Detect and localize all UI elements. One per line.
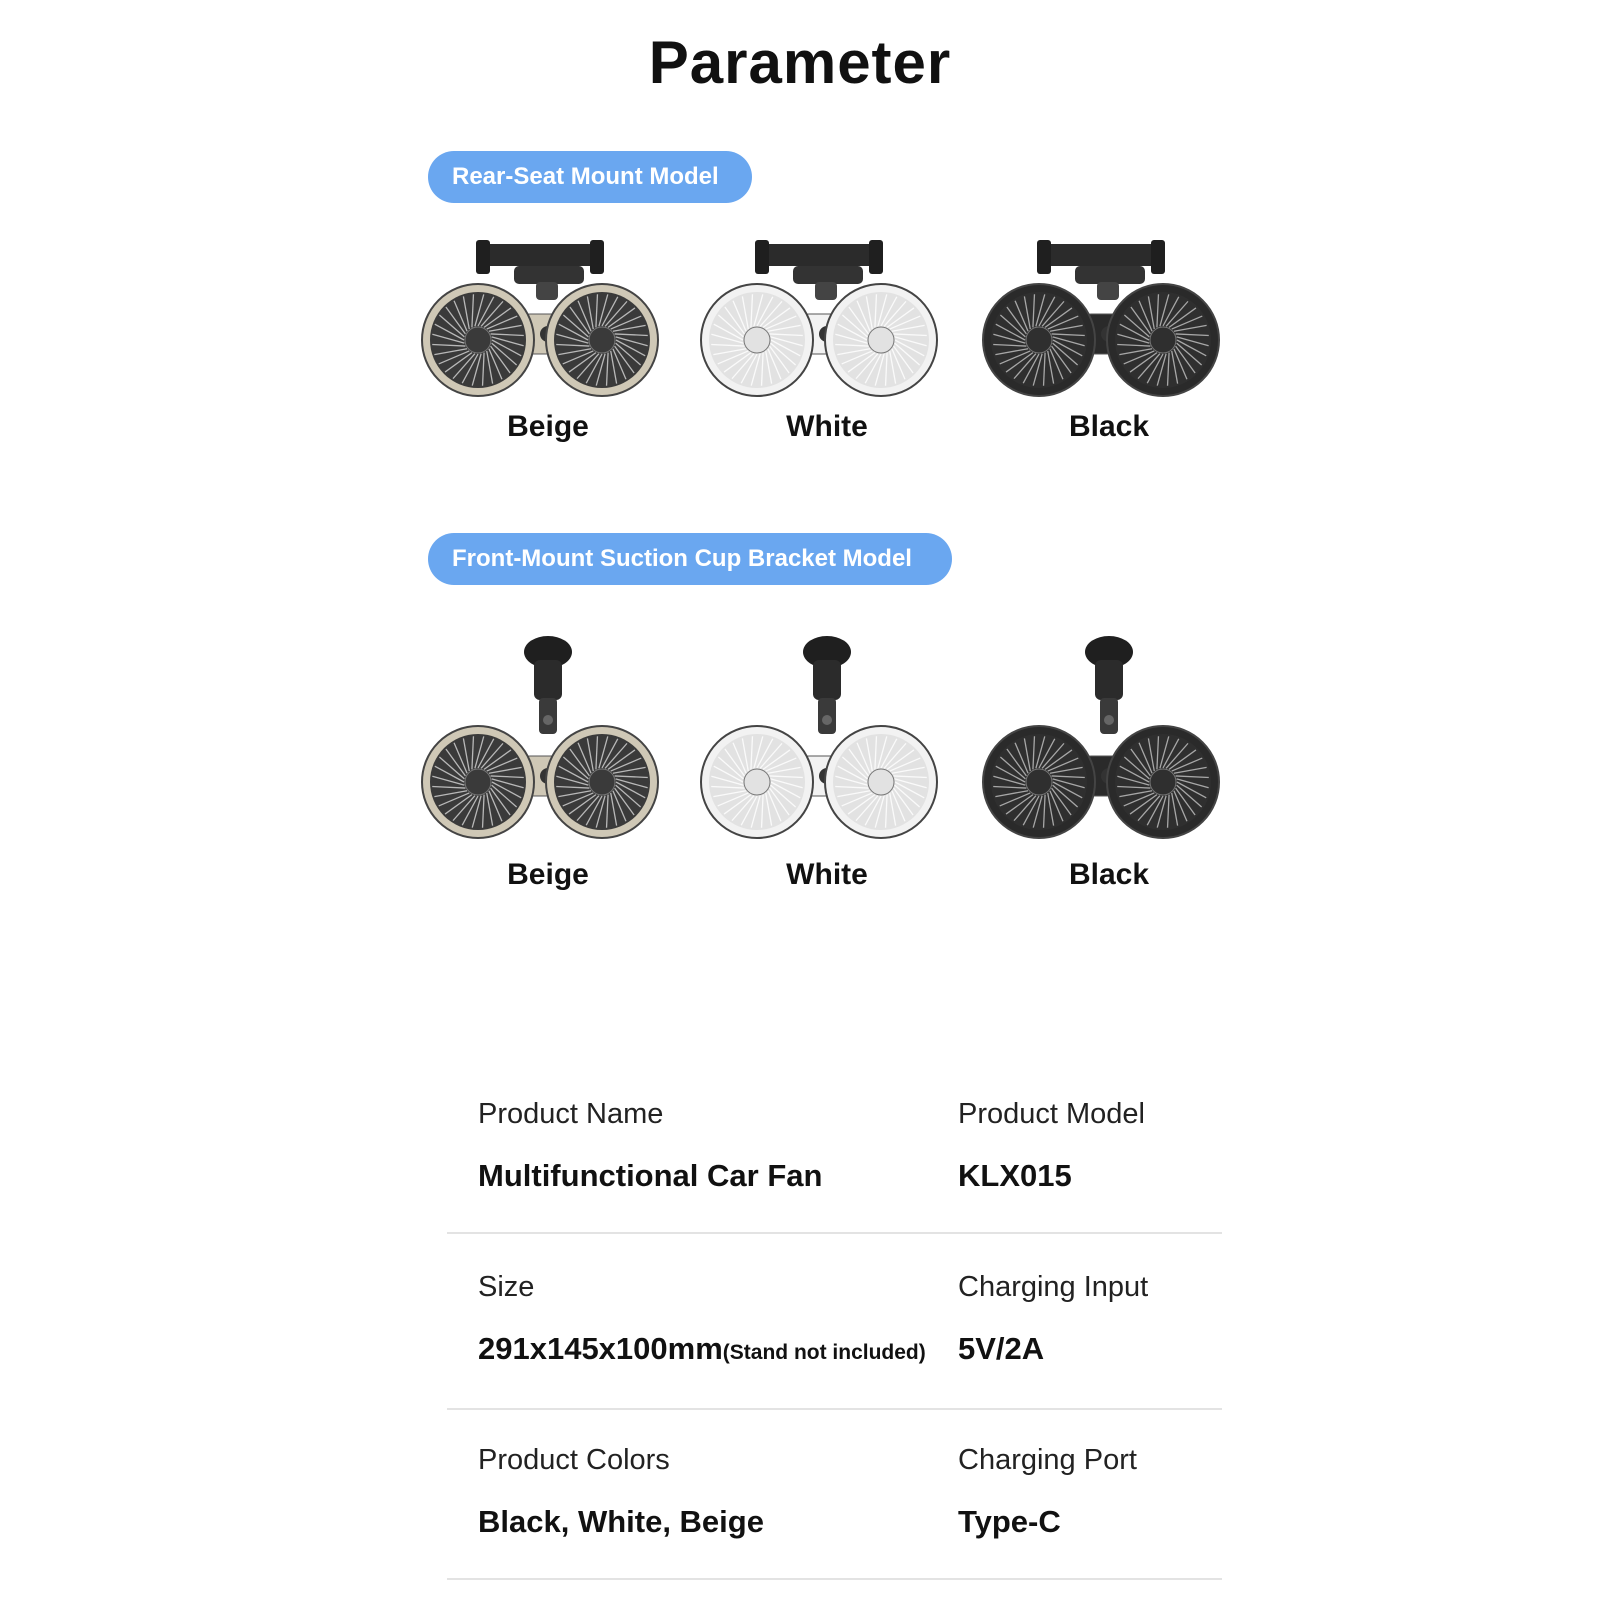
spec-label-charging-input: Charging Input [958,1271,1149,1303]
variant-rear-white[interactable] [697,236,957,466]
variant-label: Beige [507,410,589,443]
spec-label-product-name: Product Name [478,1098,664,1130]
variant-rear-beige[interactable] [418,236,678,466]
spec-divider [447,1232,1222,1234]
spec-value-charging-port: Type-C [958,1504,1061,1539]
fan-product-image [697,634,957,854]
variant-label: Beige [507,858,589,891]
spec-label-charging-port: Charging Port [958,1444,1137,1476]
spec-value-product-name: Multifunctional Car Fan [478,1158,823,1193]
variant-label: Black [1068,858,1150,891]
spec-value-size [478,1331,926,1367]
size-value: 291x145x100mm [478,1331,723,1366]
variant-front-beige[interactable] [418,634,678,891]
spec-label-product-colors: Product Colors [478,1444,670,1476]
spec-divider [447,1408,1222,1410]
variant-label: White [786,410,868,443]
fan-product-image [418,236,678,406]
page-title: Parameter [648,29,952,96]
front-mount-model-badge: Front-Mount Suction Cup Bracket Model [428,533,952,585]
fan-product-image [979,236,1239,406]
fan-product-image [697,236,957,406]
size-note: (Stand not included) [722,1341,926,1364]
spec-value-product-colors: Black, White, Beige [478,1504,764,1539]
spec-label-product-model: Product Model [958,1098,1145,1130]
spec-value-product-model: KLX015 [958,1158,1072,1193]
variant-front-white[interactable] [697,634,957,891]
fan-product-image [418,634,678,854]
spec-label-size: Size [478,1271,535,1303]
spec-value-charging-input: 5V/2A [958,1331,1045,1366]
spec-divider [447,1578,1222,1580]
variant-label: Black [1068,410,1150,443]
variant-front-black[interactable] [979,634,1239,891]
rear-seat-model-badge: Rear-Seat Mount Model [428,151,752,203]
fan-product-image [979,634,1239,854]
variant-rear-black[interactable] [979,236,1239,466]
variant-label: White [786,858,868,891]
